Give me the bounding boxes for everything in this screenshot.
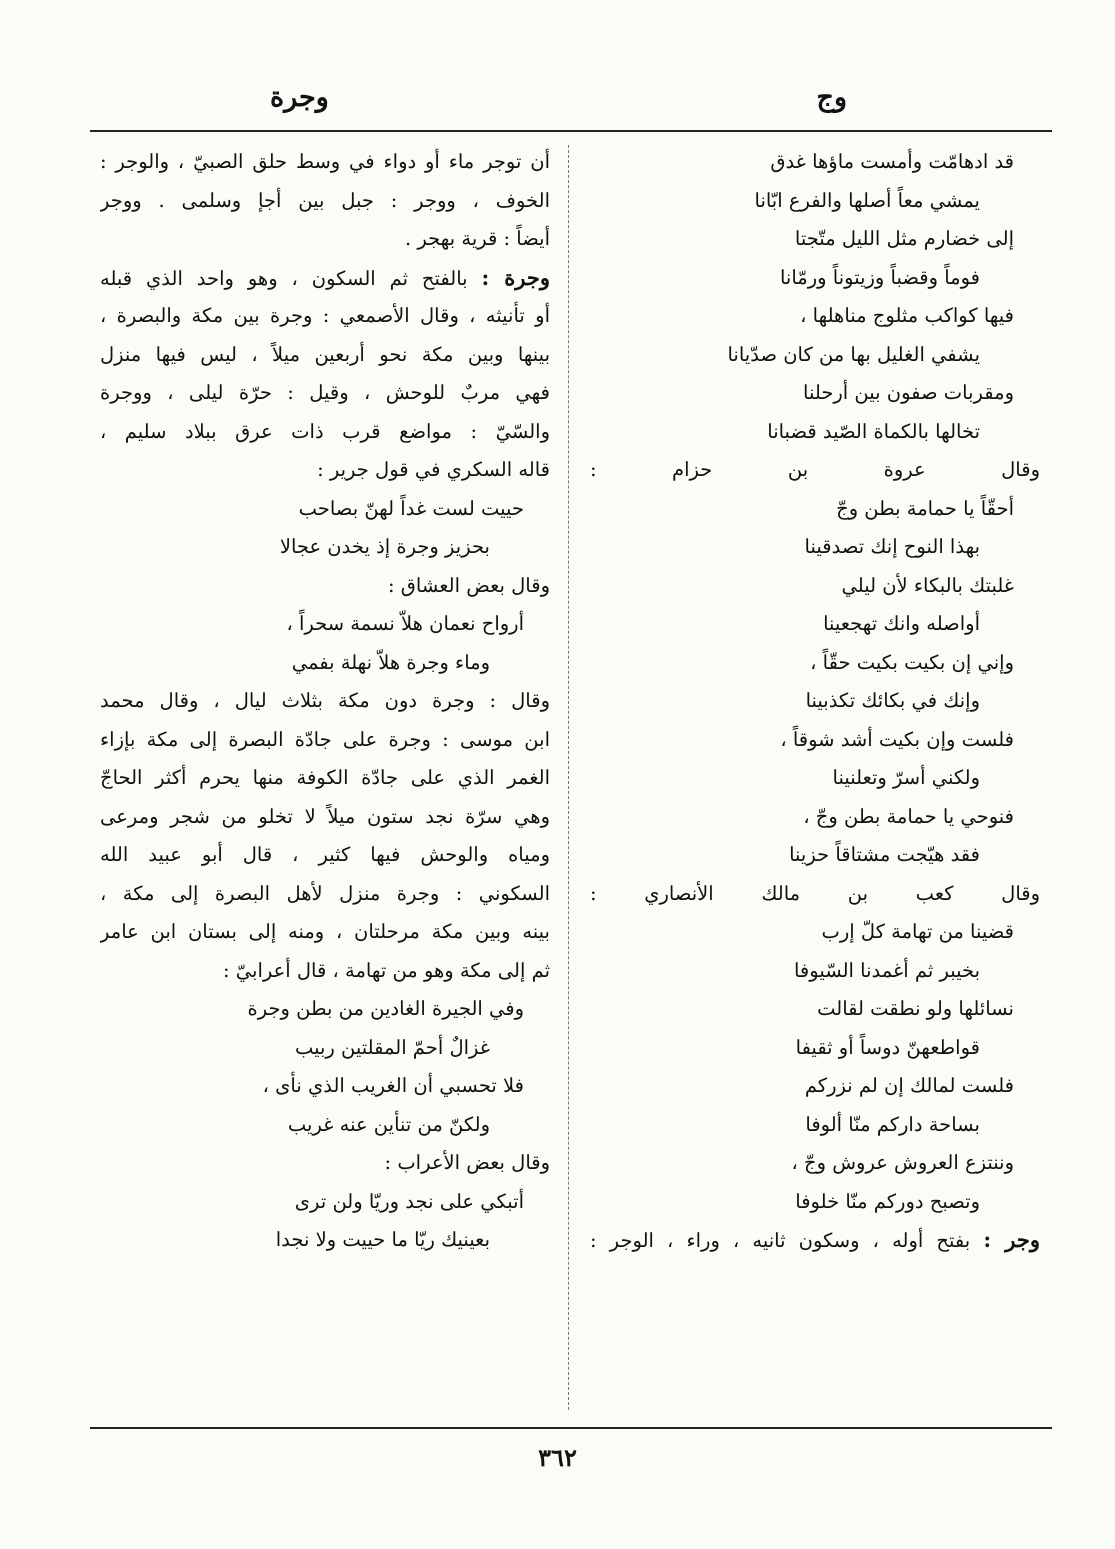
prose-line: وهي سرّة نجد ستون ميلاً لا تخلو من شجر ومرعى: [100, 804, 550, 828]
verse-hemistich-first: إلى خضارم مثل الليل متّجتا: [794, 227, 1014, 250]
verse-hemistich-first: أرواح نعمان هلاّ نسمة سحراً ،: [286, 612, 524, 635]
prose-line: الغمر الذي على جادّة الكوفة منها يحرم أكثر الحاجّ: [100, 766, 550, 789]
verse-hemistich-first: فلست لمالك إن لم نزركم: [804, 1074, 1014, 1097]
prose-line: وقال بعض الأعراب :: [384, 1151, 550, 1174]
entry-line: [100, 259, 550, 298]
verse-hemistich-second: وماء وجرة هلاّ نهلة بفمي: [291, 650, 490, 674]
running-head-left: وجرة: [270, 82, 329, 113]
prose-line: وقال كعب بن مالك الأنصاري :: [590, 881, 1040, 905]
prose-line: بينها وبين مكة نحو أربعين ميلاً ، ليس فيها منزل: [100, 342, 550, 366]
entry-text: بفتح أوله ، وسكون ثانيه ، وراء ، الوجر :: [590, 1229, 971, 1252]
prose-line: والسّيّ : مواضع قرب ذات عرق ببلاد سليم ،: [100, 419, 550, 443]
verse-hemistich-first: قضينا من تهامة كلّ إرب: [821, 920, 1014, 943]
verse-hemistich-second: أواصله وانك تهجعينا: [823, 612, 980, 635]
verse-hemistich-first: فنوحي يا حمامة بطن وجّ ،: [803, 804, 1014, 828]
verse-hemistich-first: وإني إن بكيت بكيت حقّاً ،: [810, 650, 1014, 674]
prose-line: الخوف ، ووجر : جبل بين أجإ وسلمى . ووجر: [100, 188, 550, 212]
prose-line: أو تأنيثه ، وقال الأصمعي : وجرة بين مكة والبصرة ،: [100, 304, 550, 327]
right-column: [590, 143, 1040, 1415]
verse-hemistich-second: بحزيز وجرة إذ يخدن عجالا: [279, 535, 490, 558]
verse-hemistich-second: وتصبح دوركم منّا خلوفا: [795, 1189, 980, 1213]
verse-hemistich-second: يمشي معاً أصلها والفرع ابّانا: [754, 188, 980, 212]
running-head-right: وج: [816, 82, 847, 113]
prose-line: السكوني : وجرة منزل لأهل البصرة إلى مكة ،: [100, 881, 550, 905]
verse-hemistich-first: وننتزع العروش عروش وجّ ،: [791, 1151, 1014, 1174]
left-column: [100, 143, 550, 1415]
verse-hemistich-second: فوماً وقضباً وزيتوناً ورمّانا: [779, 265, 980, 289]
verse-hemistich-first: قد ادهامّت وأمست ماؤها غدق: [770, 150, 1014, 173]
verse-hemistich-second: ولكني أسرّ وتعلنينا: [832, 766, 980, 789]
verse-hemistich-second: ولكنّ من تنأين عنه غريب: [287, 1112, 490, 1136]
verse-hemistich-first: نسائلها ولو نطقت لقالت: [817, 997, 1014, 1020]
verse-hemistich-first: فيها كواكب مثلوج مناهلها ،: [800, 304, 1014, 327]
verse-hemistich-second: قواطعهنّ دوساً أو ثقيفا: [795, 1035, 980, 1059]
prose-line: وقال : وجرة دون مكة بثلاث ليال ، وقال محمد: [100, 689, 550, 712]
verse-hemistich-second: بخيبر ثم أغمدنا السّيوفا: [793, 958, 980, 982]
prose-line: أيضاً : قرية بهجر .: [405, 227, 550, 250]
prose-line: أن توجر ماء أو دواء في وسط حلق الصبيّ ، والوجر :: [100, 150, 550, 173]
header-rule: [90, 130, 1052, 132]
verse-hemistich-first: ومقربات صفون بين أرحلنا: [803, 381, 1014, 404]
verse-hemistich-second: بعينيك ريّا ما حييت ولا نجدا: [275, 1228, 490, 1251]
entry-line: [590, 1221, 1040, 1260]
verse-hemistich-second: وإنك في بكائك تكذبينا: [805, 689, 980, 712]
prose-line: قاله السكري في قول جرير :: [317, 458, 550, 481]
verse-hemistich-first: وفي الجيرة الغادين من بطن وجرة: [247, 997, 524, 1020]
footer-rule: [90, 1427, 1052, 1429]
prose-line: ابن موسى : وجرة على جادّة البصرة إلى مكة بإزاء: [100, 727, 550, 751]
entry-headword: وجر :: [983, 1227, 1040, 1252]
page-number: ٣٦٢: [538, 1443, 577, 1472]
prose-line: ثم إلى مكة وهو من تهامة ، قال أعرابيّ :: [223, 958, 550, 982]
prose-line: فهي مربٌ للوحش ، وقيل : حرّة ليلى ، ووجرة: [100, 381, 550, 404]
entry-headword: وجرة :: [481, 264, 550, 290]
verse-hemistich-second: فقد هيّجت مشتاقاً حزينا: [789, 843, 980, 866]
verse-hemistich-first: فلا تحسبي أن الغريب الذي نأى ،: [262, 1074, 524, 1097]
verse-hemistich-second: بهذا النوح إنك تصدقينا: [804, 535, 980, 558]
entry-text: بالفتح ثم السكون ، وهو واحد الذي قبله: [100, 266, 468, 290]
verse-hemistich-second: غزالٌ أحمّ المقلتين ربيب: [294, 1035, 490, 1059]
verse-hemistich-second: بساحة داركم منّا ألوفا: [805, 1112, 980, 1136]
column-divider: [568, 145, 569, 1410]
verse-hemistich-second: يشفي الغليل بها من كان صدّيانا: [727, 342, 980, 366]
verse-hemistich-first: غلبتك بالبكاء لأن ليلي: [841, 573, 1014, 597]
verse-hemistich-first: فلست وإن بكيت أشد شوقاً ،: [780, 727, 1014, 751]
prose-line: بينه وبين مكة مرحلتان ، ومنه إلى بستان ابن عامر: [100, 920, 550, 943]
prose-line: ومياه والوحش فيها كثير ، قال أبو عبيد الله: [100, 843, 550, 866]
verse-hemistich-second: تخالها بالكماة الصّيد قضبانا: [767, 419, 980, 443]
verse-hemistich-first: أحقّاً يا حمامة بطن وجّ: [836, 496, 1014, 520]
verse-hemistich-first: حييت لست غداً لهنّ بصاحب: [298, 496, 524, 520]
verse-hemistich-first: أتبكي على نجد وريّا ولن ترى: [294, 1189, 524, 1213]
prose-line: وقال بعض العشاق :: [388, 573, 550, 597]
prose-line: وقال عروة بن حزام :: [590, 458, 1040, 481]
